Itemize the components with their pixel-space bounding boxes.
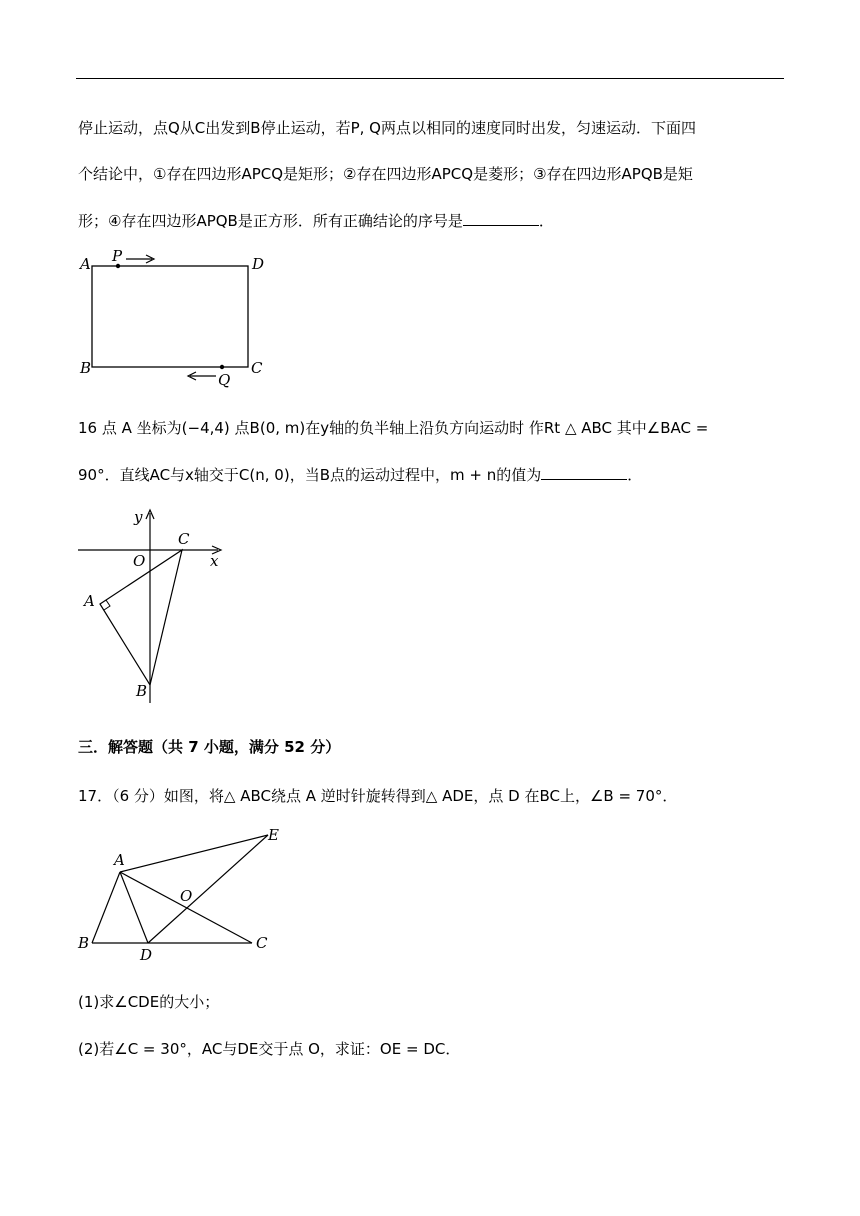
q15-line-3-text: 形；④存在四边形APQB是正方形．所有正确结论的序号是	[78, 212, 463, 230]
q16-line-2-end: ．	[627, 466, 643, 484]
label-c: C	[251, 359, 263, 377]
label-q: Q	[218, 371, 231, 389]
segment-de	[148, 835, 268, 943]
label-o: O	[180, 887, 193, 905]
q16-line-2	[78, 464, 642, 486]
q15-rectangle-figure	[70, 245, 280, 390]
q15-line-1: 停止运动，点Q从C出发到B停止运动，若P, Q两点以相同的速度同时出发，匀速运动．下面四	[78, 119, 696, 137]
q16-answer-blank[interactable]	[541, 465, 627, 480]
q15-answer-blank[interactable]	[463, 211, 539, 226]
section-heading: 三．解答题（共 7 小题，满分 52 分）	[78, 738, 341, 756]
triangle-abc	[100, 550, 182, 685]
label-a: A	[84, 592, 95, 610]
segment-ae	[120, 835, 268, 872]
label-d: D	[252, 255, 265, 273]
label-c: C	[256, 934, 268, 952]
label-b: B	[136, 682, 148, 700]
label-p: P	[112, 247, 123, 265]
label-b: B	[78, 934, 90, 952]
label-c: C	[178, 530, 190, 548]
q15-line-3-end: ．	[538, 212, 554, 230]
label-a: A	[80, 255, 91, 273]
label-b: B	[80, 359, 92, 377]
q15-line-3	[78, 210, 554, 232]
header-rule	[76, 78, 784, 79]
point-q	[220, 365, 224, 369]
segment-ac	[120, 872, 252, 943]
right-angle-mark	[104, 600, 110, 610]
q16-line-2-text: 90°．直线AC与x轴交于C(n, 0)，当B点的运动过程中，m + n的值为	[78, 466, 542, 484]
segment-ad	[120, 872, 148, 943]
q17-intro: 17．（6 分）如图，将△ ABC绕点 A 逆时针旋转得到△ ADE，点 D 在BC上，∠B = 70°．	[78, 787, 678, 805]
q17-part-1: (1)求∠CDE的大小；	[78, 993, 220, 1011]
label-e: E	[268, 826, 279, 844]
label-y: y	[134, 508, 143, 526]
rectangle-abcd	[92, 266, 248, 367]
segment-ab	[92, 872, 120, 943]
label-x: x	[210, 552, 219, 570]
q17-part-2: (2)若∠C = 30°，AC与DE交于点 O，求证：OE = DC．	[78, 1040, 461, 1058]
q15-line-2: 个结论中，①存在四边形APCQ是矩形；②存在四边形APCQ是菱形；③存在四边形APQB是矩	[78, 165, 693, 183]
q17-rotation-figure	[70, 820, 290, 965]
label-d: D	[140, 946, 153, 964]
q16-line-1: 16 点 A 坐标为(−4,4) 点B(0, m)在y轴的负半轴上沿负方向运动时 作Rt △ ABC 其中∠BAC =	[78, 419, 709, 437]
label-o: O	[133, 552, 146, 570]
label-a: A	[114, 851, 125, 869]
q16-coordinate-figure	[70, 505, 240, 710]
